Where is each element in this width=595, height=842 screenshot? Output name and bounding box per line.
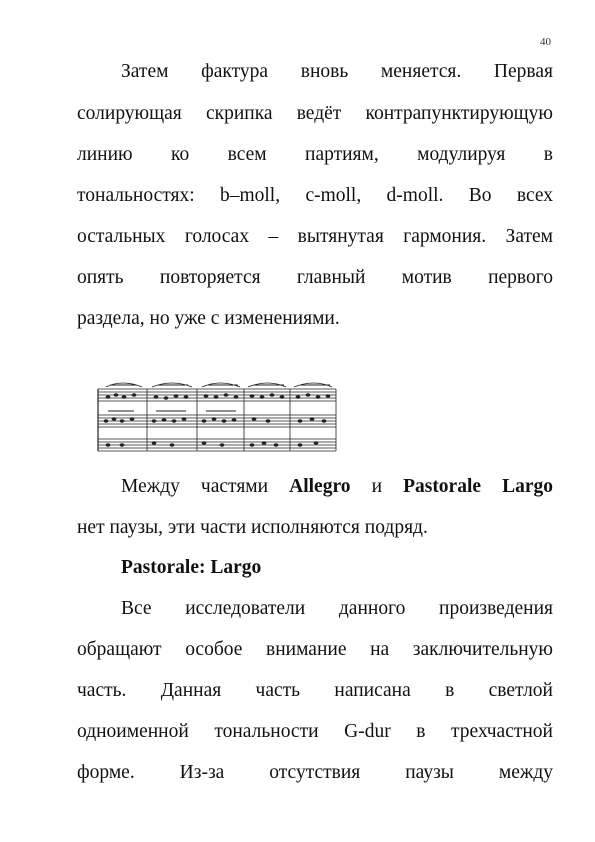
text-line: нет паузы, эти части исполняются подряд. [77, 517, 428, 538]
text-line: Затем фактура вновь меняется. Первая [121, 61, 553, 82]
text-line: одноименной тональности G-dur в трехчастной [77, 721, 553, 742]
text-line: Все исследователи данного произведения [121, 598, 553, 619]
text-line: часть. Данная часть написана в светлой [77, 680, 553, 701]
page-number: 40 [540, 36, 551, 48]
section-heading: Pastorale: Largo [121, 557, 262, 578]
bold-term-allegro: Allegro [289, 476, 351, 497]
text-segment: Между частями [121, 476, 290, 497]
text-line: раздела, но уже с изменениями. [77, 308, 340, 329]
music-score-image [92, 375, 340, 457]
text-line: солирующая скрипка ведёт контрапунктирующую [77, 103, 553, 124]
text-line: опять повторяется главный мотив первого [77, 267, 553, 288]
text-line: обращают особое внимание на заключительную [77, 639, 553, 660]
bold-term-pastorale-largo: Pastorale Largo [403, 476, 553, 497]
text-segment: и [350, 476, 404, 497]
text-line: линию ко всем партиям, модулируя в [77, 144, 553, 165]
text-line: тональностях: b–moll, c-moll, d-moll. Во всех [77, 185, 553, 206]
text-line: остальных голосах – вытянутая гармония. Затем [77, 226, 553, 247]
text-line: форме. Из-за отсутствия паузы между [77, 762, 553, 783]
text-line [121, 475, 553, 499]
